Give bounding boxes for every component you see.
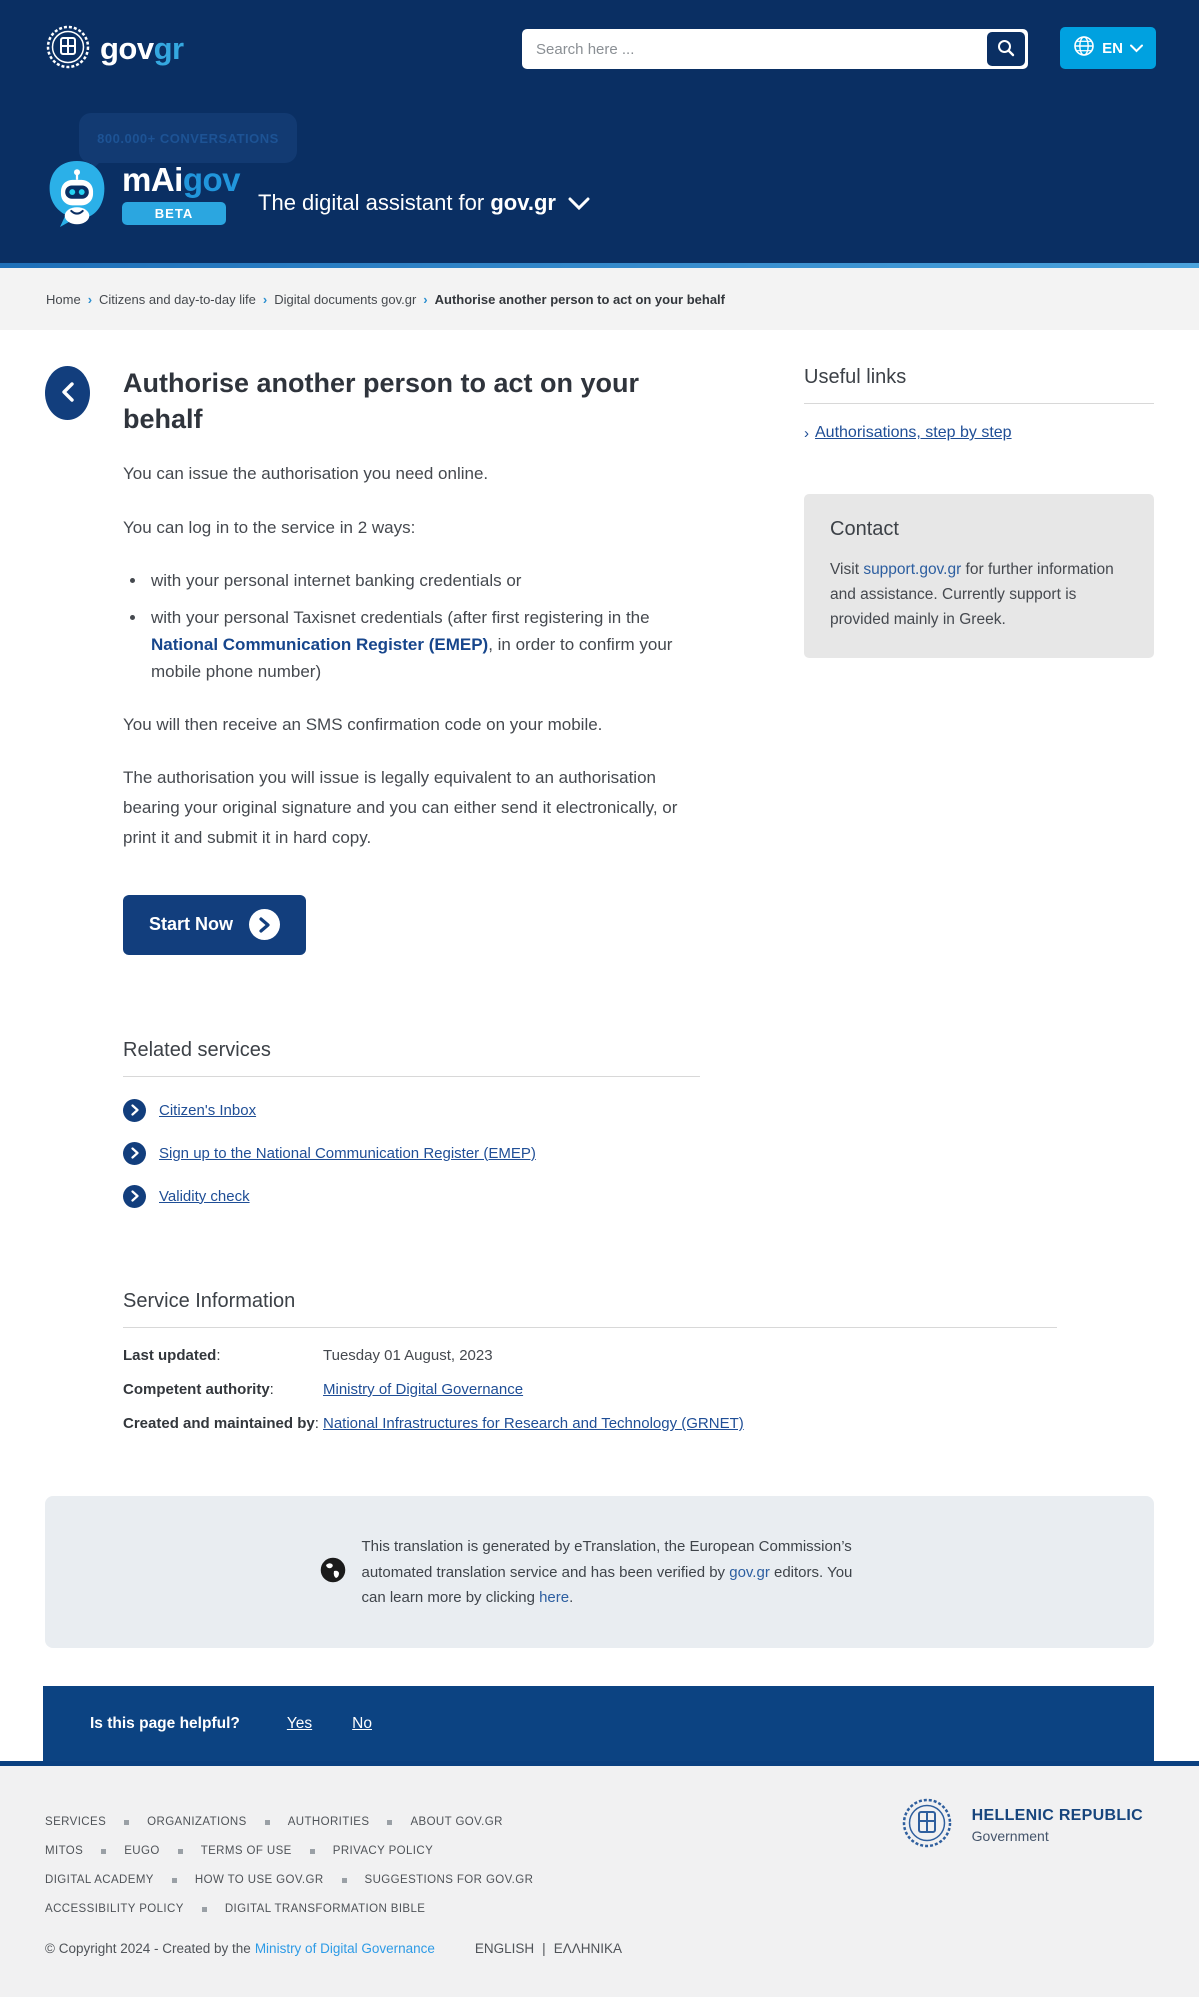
section-divider <box>123 1327 1057 1328</box>
footer-link-organizations[interactable]: ORGANIZATIONS <box>147 1816 247 1829</box>
square-separator <box>342 1878 347 1883</box>
useful-links-title: Useful links <box>804 366 907 388</box>
hellenic-republic-block <box>902 1798 1143 1853</box>
search-button[interactable] <box>987 32 1025 66</box>
related-services-title: Related services <box>123 1038 271 1061</box>
hellenic-republic-subtitle: Government <box>971 1828 1049 1845</box>
related-link-emep-signup[interactable]: Sign up to the National Communication Register (EMEP) <box>123 1142 700 1165</box>
hellenic-republic-emblem-icon <box>902 1798 952 1853</box>
service-information-section <box>123 1290 1057 1435</box>
globe-icon <box>1073 35 1095 61</box>
start-now-button[interactable]: Start Now <box>123 895 306 955</box>
translation-notice <box>45 1496 1154 1648</box>
emep-register-link[interactable]: National Communication Register (EMEP) <box>151 635 489 655</box>
related-services-section <box>123 1039 700 1208</box>
login-ways-paragraph: You can log in to the service in 2 ways: <box>123 518 416 537</box>
footer-link-terms-of-use[interactable]: TERMS OF USE <box>200 1845 292 1858</box>
chevron-right-icon <box>123 1142 146 1165</box>
breadcrumb <box>46 292 725 307</box>
service-info-row-competent-authority: Competent authority: Ministry of Digital Governance <box>123 1380 1057 1400</box>
square-separator <box>124 1820 129 1825</box>
feedback-question: Is this page helpful? <box>90 1714 240 1732</box>
back-button[interactable] <box>45 366 90 420</box>
list-item: • with your personal internet banking credentials or <box>147 567 700 594</box>
footer-link-mitos[interactable]: MITOS <box>45 1845 84 1858</box>
service-information-title: Service Information <box>123 1289 296 1312</box>
service-info-row-created-by: Created and maintained by: National Infrastructures for Research and Technology (GRNET) <box>123 1414 1057 1434</box>
footer-link-accessibility-policy[interactable]: ACCESSIBILITY POLICY <box>45 1903 184 1916</box>
footer-link-digital-academy[interactable]: DIGITAL ACADEMY <box>45 1874 154 1887</box>
govgr-logo[interactable] <box>46 25 184 74</box>
feedback-no-link[interactable]: No <box>352 1714 372 1732</box>
sms-paragraph: You will then receive an SMS confirmation code on your mobile. <box>123 714 603 734</box>
maigov-robot-icon[interactable] <box>46 160 108 228</box>
footer-link-services[interactable]: SERVICES <box>45 1816 107 1829</box>
related-link-validity-check[interactable]: Validity check <box>123 1185 700 1208</box>
magnifier-icon <box>997 39 1015 60</box>
page-title: Authorise another person to act on your behalf <box>123 368 640 434</box>
breadcrumb-digital-documents[interactable]: Digital documents gov.gr <box>274 291 417 307</box>
login-ways-list <box>147 567 700 686</box>
legal-paragraph: The authorisation you will issue is legally equivalent to an authorisation bearing your original signature and you can either send it electronically, or print it and submit it in hard copy. <box>123 768 678 847</box>
square-separator <box>387 1820 392 1825</box>
breadcrumb-bar <box>0 268 1199 330</box>
square-separator <box>172 1878 177 1883</box>
conversations-count-bubble: 800.000+ CONVERSATIONS <box>79 113 297 163</box>
breadcrumb-home[interactable]: Home <box>46 291 81 307</box>
footer-lang-greek[interactable]: ΕΛΛΗΝΙΚΑ <box>553 1941 622 1957</box>
footer-link-digital-transformation-bible[interactable]: DIGITAL TRANSFORMATION BIBLE <box>224 1903 426 1916</box>
footer-link-authorities[interactable]: AUTHORITIES <box>287 1816 370 1829</box>
chevron-down-icon <box>568 190 590 216</box>
earth-icon <box>320 1557 346 1588</box>
breadcrumb-citizens[interactable]: Citizens and day-to-day life <box>99 291 256 307</box>
site-header <box>0 0 1199 263</box>
list-item: • with your personal Taxisnet credentials (after first registering in the National Communication Register (EMEP), in order to confirm your mobile phone number) <box>147 604 700 686</box>
breadcrumb-current: Authorise another person to act on your behalf <box>434 291 726 307</box>
page-feedback-bar <box>43 1686 1154 1761</box>
search-input[interactable] <box>522 41 987 58</box>
square-separator <box>178 1849 183 1854</box>
copyright-bar <box>45 1941 1154 1978</box>
ministry-digital-governance-link[interactable]: Ministry of Digital Governance <box>323 1380 524 1398</box>
chevron-right-icon <box>123 1099 146 1122</box>
greek-emblem-icon <box>46 25 90 74</box>
maigov-brand: mAigov <box>122 161 241 198</box>
contact-text: Visit support.gov.gr for further information and assistance. Currently support is provided mainly in Greek. <box>830 561 1114 629</box>
learn-more-here-link[interactable]: here <box>539 1588 570 1606</box>
related-link-citizens-inbox[interactable]: Citizen's Inbox <box>123 1099 700 1122</box>
section-divider <box>804 403 1154 404</box>
intro-paragraph: You can issue the authorisation you need online. <box>123 464 489 484</box>
useful-link-authorisations[interactable]: › Authorisations, step by step <box>804 424 1012 442</box>
breadcrumb-separator: › <box>87 291 93 307</box>
breadcrumb-separator: › <box>423 291 428 307</box>
footer-link-suggestions[interactable]: SUGGESTIONS FOR GOV.GR <box>364 1874 534 1887</box>
contact-box <box>804 494 1154 658</box>
footer-link-privacy-policy[interactable]: PRIVACY POLICY <box>332 1845 434 1858</box>
footer-lang-english[interactable]: ENGLISH <box>474 1941 535 1957</box>
logo-text: govgr <box>100 31 184 66</box>
square-separator <box>265 1820 270 1825</box>
square-separator <box>202 1907 207 1912</box>
translation-text: This translation is generated by eTranslation, the European Commission’s automated translation service and has been verified by gov.gr editors. You can learn more by clicking here. <box>361 1538 853 1606</box>
chevron-left-icon <box>62 382 74 405</box>
chevron-right-icon: › <box>804 424 809 442</box>
language-selector-button[interactable] <box>1060 27 1156 69</box>
square-separator <box>310 1849 315 1854</box>
chevron-down-icon <box>1130 40 1143 57</box>
footer-link-eugo[interactable]: EUGO <box>124 1845 160 1858</box>
breadcrumb-separator: › <box>262 291 268 307</box>
lang-separator: | <box>542 1941 546 1957</box>
govgr-editors-link[interactable]: gov.gr <box>729 1563 770 1581</box>
sidebar <box>804 366 1154 1228</box>
contact-title: Contact <box>830 518 899 540</box>
footer-link-about-govgr[interactable]: ABOUT GOV.GR <box>410 1816 503 1829</box>
copyright-text: © Copyright 2024 - Created by the <box>45 1941 251 1957</box>
ministry-footer-link[interactable]: Ministry of Digital Governance <box>254 1941 435 1957</box>
language-label: EN <box>1102 39 1123 57</box>
section-divider <box>123 1076 700 1077</box>
site-footer <box>0 1766 1199 1997</box>
assistant-tagline-toggle[interactable]: The digital assistant for gov.gr <box>258 172 590 216</box>
chevron-right-icon <box>249 909 280 940</box>
grnet-link[interactable]: National Infrastructures for Research and Technology (GRNET) <box>323 1415 744 1432</box>
footer-link-how-to-use-govgr[interactable]: HOW TO USE GOV.GR <box>194 1874 324 1887</box>
service-info-row-last-updated: Last updated: Tuesday 01 August, 2023 <box>123 1346 493 1364</box>
hellenic-republic-title: HELLENIC REPUBLIC <box>971 1807 1143 1825</box>
support-govgr-link[interactable]: support.gov.gr <box>863 561 962 578</box>
feedback-yes-link[interactable]: Yes <box>286 1714 313 1732</box>
square-separator <box>101 1849 106 1854</box>
beta-badge: BETA <box>122 202 226 225</box>
chevron-right-icon <box>123 1185 146 1208</box>
search-bar <box>522 29 1028 69</box>
